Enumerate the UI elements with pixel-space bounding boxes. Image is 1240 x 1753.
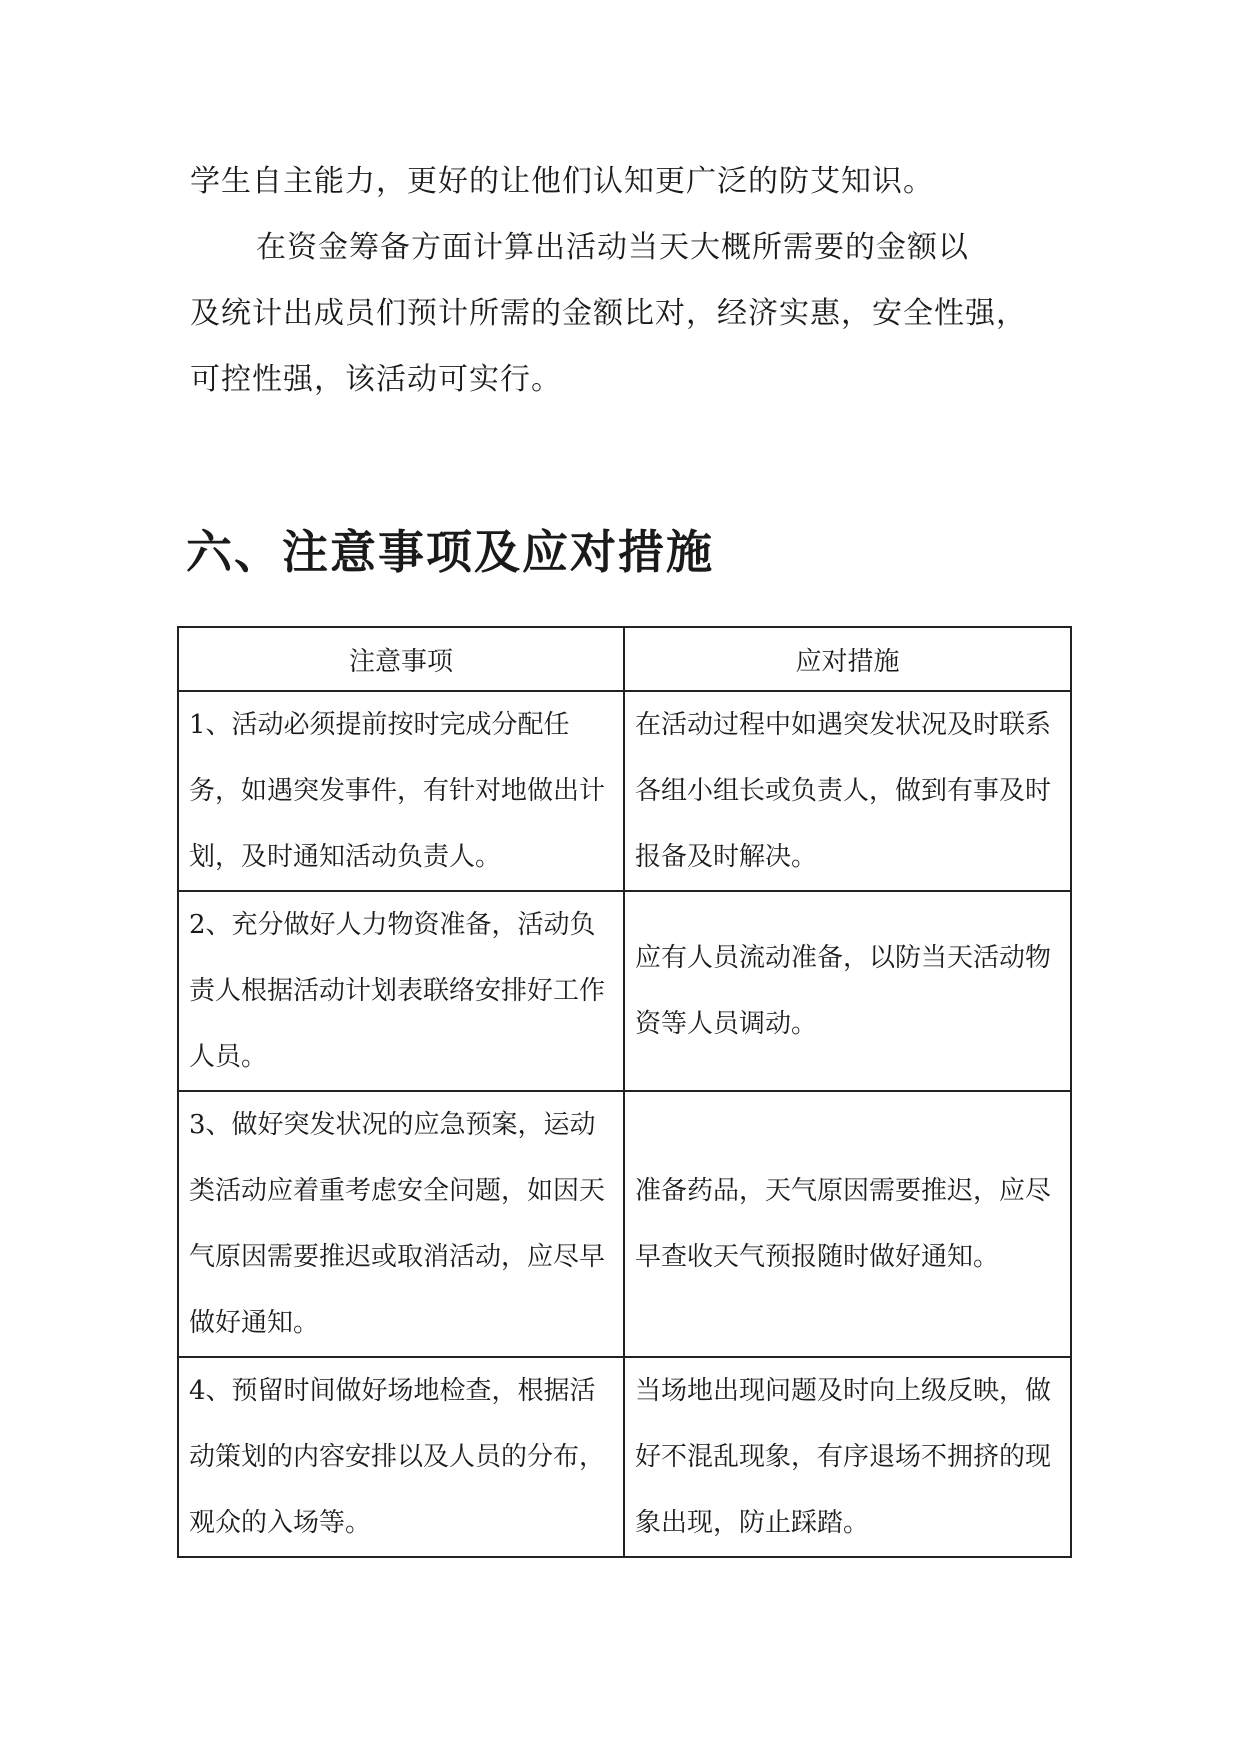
header-measure: 应对措施: [624, 627, 1071, 691]
measure-cell: [624, 691, 1071, 891]
measure-text: 当场地出现问题及时向上级反映，做好不混乱现象，有序退场不拥挤的现象出现，防止踩踏。: [635, 1376, 1052, 1538]
measure-cell: [624, 1091, 1071, 1357]
precautions-table: [177, 626, 1072, 1558]
measure-cell: [624, 1357, 1071, 1557]
notice-cell: [178, 1091, 624, 1357]
notice-text: 3、做好突发状况的应急预案，运动类活动应着重考虑安全问题，如因天气原因需要推迟或取消活动，应尽早做好通知。: [189, 1110, 606, 1338]
notice-text: 2、充分做好人力物资准备，活动负责人根据活动计划表联络安排好工作人员。: [189, 910, 606, 1072]
paragraph-line: 可控性强，该活动可实行。: [190, 362, 562, 397]
header-notice: 注意事项: [178, 627, 624, 691]
notice-cell: [178, 691, 624, 891]
measure-text: 在活动过程中如遇突发状况及时联系各组小组长或负责人，做到有事及时报备及时解决。: [635, 710, 1052, 872]
notice-cell: [178, 891, 624, 1091]
notice-cell: [178, 1357, 624, 1557]
table-row: [178, 691, 1071, 891]
paragraph-line: 及统计出成员们预计所需的金额比对，经济实惠，安全性强，: [190, 296, 1027, 331]
measure-cell: [624, 891, 1071, 1091]
table-row: [178, 1357, 1071, 1557]
paragraph-line: 在资金筹备方面计算出活动当天大概所需要的金额以: [256, 230, 969, 265]
table-row: [178, 1091, 1071, 1357]
measure-text: 准备药品，天气原因需要推迟，应尽早查收天气预报随时做好通知。: [635, 1176, 1052, 1272]
notice-text: 4、预留时间做好场地检查，根据活动策划的内容安排以及人员的分布，观众的入场等。: [189, 1376, 606, 1538]
table-header-row: [178, 627, 1071, 691]
measure-text: 应有人员流动准备，以防当天活动物资等人员调动。: [635, 943, 1052, 1039]
table-row: [178, 891, 1071, 1091]
section-title: 六、注意事项及应对措施: [186, 525, 714, 579]
notice-text: 1、活动必须提前按时完成分配任务，如遇突发事件，有针对地做出计划，及时通知活动负责人。: [189, 710, 606, 872]
paragraph-line: 学生自主能力，更好的让他们认知更广泛的防艾知识。: [190, 164, 934, 199]
